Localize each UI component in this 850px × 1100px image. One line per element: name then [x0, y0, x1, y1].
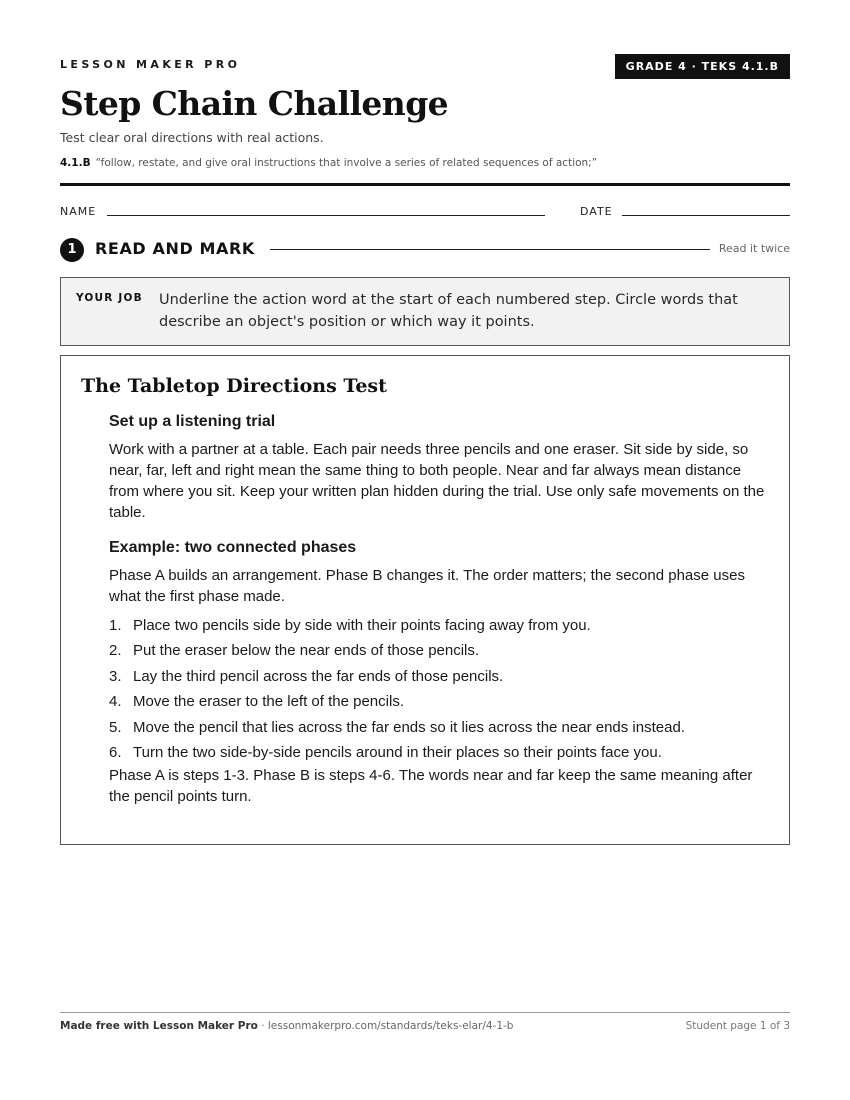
step-item [109, 613, 769, 638]
name-field[interactable] [107, 215, 545, 216]
footer-made-with: Made free with Lesson Maker Pro [60, 1020, 258, 1032]
worksheet-page [60, 0, 790, 1100]
step-number: 5. [109, 718, 122, 736]
step-text: Put the eraser below the near ends of those pencils. [133, 642, 480, 660]
name-label: NAME [60, 205, 97, 218]
reading-passage [60, 355, 790, 845]
date-field[interactable] [622, 215, 790, 216]
standard-code: 4.1.B [60, 157, 91, 169]
passage-title: The Tabletop Directions Test [81, 375, 387, 397]
step-item [109, 740, 769, 765]
step-item [109, 689, 769, 714]
job-label: YOUR JOB [76, 292, 143, 304]
standard-text: “follow, restate, and give oral instructions that involve a series of related sequences of action;” [95, 157, 598, 169]
section-divider [270, 249, 710, 250]
footer-divider [60, 1012, 790, 1013]
step-text: Move the pencil that lies across the far ends so it lies across the near ends instead. [133, 718, 685, 736]
step-text: Turn the two side-by-side pencils around in their places so their points face you. [133, 744, 662, 762]
passage-paragraph: Phase A builds an arrangement. Phase B changes it. The order matters; the second phase uses what the first phase made. [109, 567, 745, 605]
passage-heading: Set up a listening trial [109, 413, 276, 430]
standard-line [60, 157, 597, 169]
step-number: 6. [109, 744, 122, 762]
brand-name: LESSON MAKER PRO [60, 58, 241, 71]
step-number: 1. [109, 617, 122, 634]
footer-url[interactable]: · lessonmakerpro.com/standards/teks-elar/4-1-b [257, 1020, 514, 1032]
your-job-box [60, 277, 790, 346]
section-title: READ AND MARK [95, 239, 255, 258]
footer-credit [60, 1020, 513, 1032]
passage-paragraph: Work with a partner at a table. Each pair needs three pencils and one eraser. Sit side by side, so near, far, left and right mean the same thing to both people. Near and far always mean distance from where you sit. Keep your written plan hidden during the trial. Use only safe movements on the table. [109, 441, 765, 521]
grade-standard-badge: GRADE 4 · TEKS 4.1.B [615, 54, 790, 79]
passage-paragraph: Phase A is steps 1-3. Phase B is steps 4-6. The words near and far keep the same meaning after the pencil points turn. [109, 767, 753, 806]
step-text: Move the eraser to the left of the pencils. [133, 693, 404, 711]
step-number: 4. [109, 693, 122, 711]
passage-body [109, 412, 769, 807]
page-title: Step Chain Challenge [60, 84, 449, 123]
page-indicator: Student page 1 of 3 [685, 1020, 790, 1032]
section-number-badge: 1 [60, 238, 84, 262]
date-label: DATE [580, 205, 613, 218]
job-instructions: Underline the action word at the start of each numbered step. Circle words that describe an object's position or which way it points. [159, 292, 738, 330]
step-text: Place two pencils side by side with their points facing away from you. [133, 617, 591, 634]
step-item [109, 715, 769, 740]
step-item [109, 664, 769, 689]
step-item [109, 638, 769, 663]
step-number: 3. [109, 667, 122, 685]
page-subtitle: Test clear oral directions with real actions. [60, 130, 324, 145]
header-divider [60, 183, 790, 186]
step-number: 2. [109, 642, 122, 660]
step-text: Lay the third pencil across the far ends of those pencils. [133, 667, 504, 685]
section-hint: Read it twice [718, 242, 790, 255]
step-list [109, 613, 769, 765]
passage-heading: Example: two connected phases [109, 539, 357, 556]
